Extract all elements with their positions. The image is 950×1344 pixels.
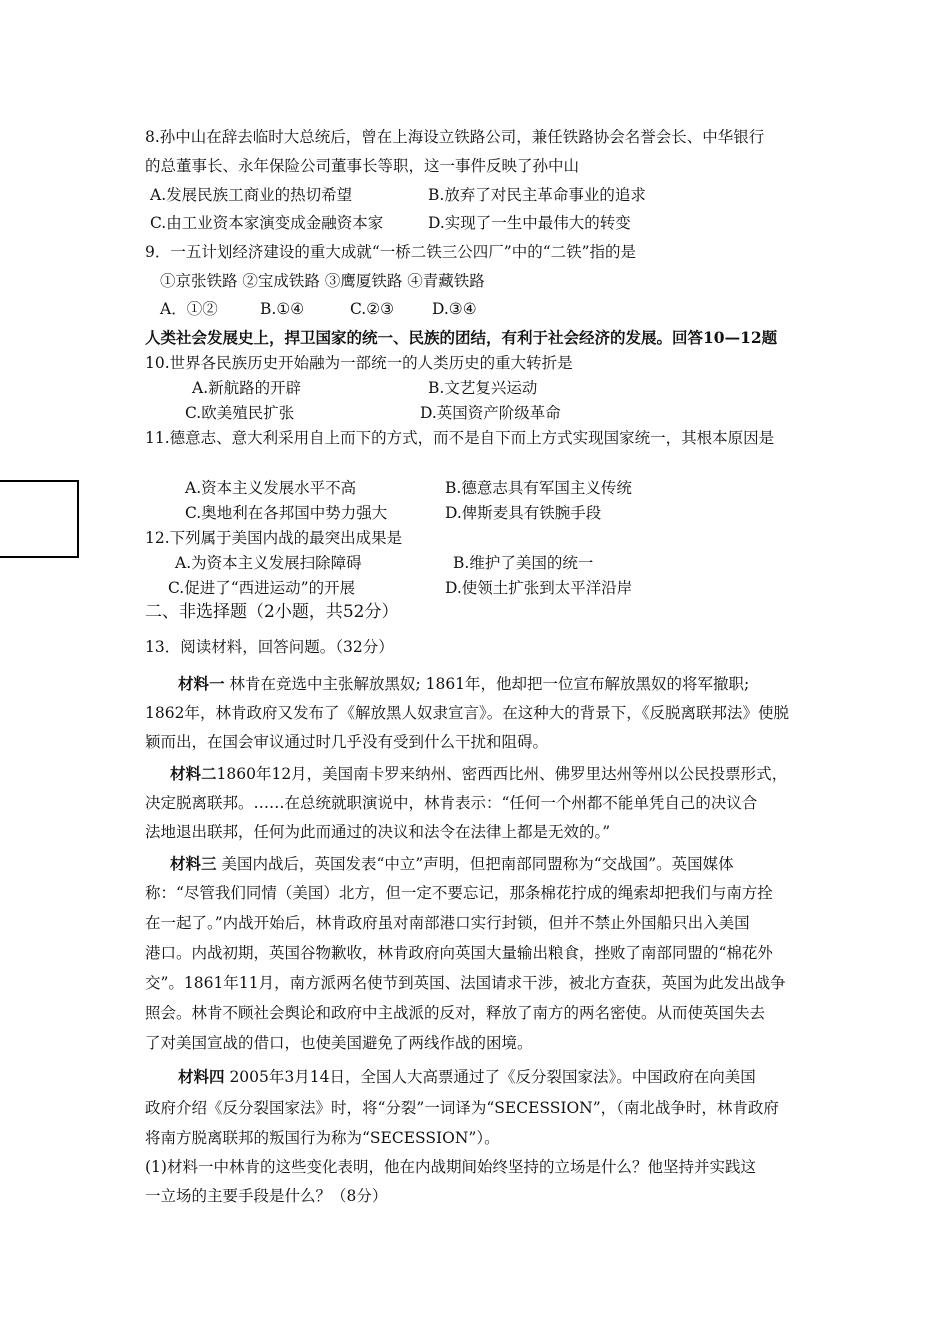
q11-stem: 11.德意志、意大利采用自上而下的方式，而不是自下而上方式实现国家统一，其根本原因是: [145, 429, 775, 447]
q10-option-d: D.英国资产阶级革命: [420, 404, 561, 422]
q8-option-b: B.放弃了对民主革命事业的追求: [428, 186, 646, 204]
material-4-text: 2005年3月14日，全国人大高票通过了《反分裂国家法》。中国政府在向美国: [224, 1068, 756, 1086]
material-2-line2: 决定脱离联邦。……在总统就职演说中，林肯表示：“任何一个州都不能单凭自己的决议合: [145, 794, 758, 812]
material-3-line6: 照会。林肯不顾社会舆论和政府中主战派的反对，释放了南方的两名密使。从而使英国失去: [145, 1004, 766, 1022]
q11-option-b: B.德意志具有军国主义传统: [445, 479, 632, 497]
q8-option-d: D.实现了一生中最伟大的转变: [428, 214, 631, 232]
material-4-line1: [178, 1066, 756, 1088]
material-3-line7: 了对美国宣战的借口，也使美国避免了两线作战的困境。: [145, 1034, 533, 1052]
material-3-line1: [170, 853, 734, 875]
material-3-text: 美国内战后，英国发表“中立”声明，但把南部同盟称为“交战国”。英国媒体: [216, 855, 734, 873]
section-intro: 人类社会发展史上，捍卫国家的统一、民族的团结，有利于社会经济的发展。回答10—12题: [145, 328, 778, 347]
material-3-label: 材料三: [170, 854, 217, 873]
q9-option-c: C.②③: [350, 300, 395, 318]
material-2-text: 1860年12月，美国南卡罗来纳州、密西西比州、佛罗里达州等州以公民投票形式，: [216, 765, 788, 783]
material-1-text: 林肯在竞选中主张解放黑奴; 1861年，他却把一位宣布解放黑奴的将军撤职;: [224, 675, 750, 693]
material-1-label: 材料一: [178, 674, 225, 693]
material-2-label: 材料二: [170, 764, 217, 783]
q9-option-d: D.③④: [432, 300, 477, 318]
material-3-line4: 港口。内战初期，英国谷物歉收，林肯政府向英国大量输出粮食，挫败了南部同盟的“棉花外: [145, 944, 773, 962]
material-4-label: 材料四: [178, 1067, 225, 1086]
q9-stem: 9．一五计划经济建设的重大成就“一桥二铁三公四厂”中的“二铁”指的是: [145, 243, 637, 261]
q10-option-b: B.文艺复兴运动: [428, 379, 538, 397]
sub-question-1-line2: 一立场的主要手段是什么？（8分）: [145, 1187, 388, 1205]
q8-stem-line2: 的总董事长、永年保险公司董事长等职，这一事件反映了孙中山: [145, 157, 580, 175]
q8-stem-line1: 8.孙中山在辞去临时大总统后，曾在上海设立铁路公司，兼任铁路协会名誉会长、中华银行: [145, 128, 765, 146]
q8-option-a: A.发展民族工商业的热切希望: [150, 186, 353, 204]
q11-option-d: D.俾斯麦具有铁腕手段: [445, 504, 602, 522]
material-1-line2: 1862年，林肯政府又发布了《解放黑人奴隶宣言》。在这种大的背景下，《反脱离联邦法》使脱: [145, 704, 789, 722]
q11-option-c: C.奥地利在各邦国中势力强大: [185, 504, 388, 522]
q10-option-c: C.欧美殖民扩张: [185, 404, 295, 422]
material-1-line3: 颖而出，在国会审议通过时几乎没有受到什么干扰和阻碍。: [145, 733, 549, 751]
q12-option-c: C.促进了“西进运动”的开展: [168, 579, 356, 597]
material-4-line2: 政府介绍《反分裂国家法》时，将“分裂”一词译为“SECESSION”，（南北战争时，林肯政府: [145, 1099, 779, 1117]
score-box: [0, 480, 79, 558]
part2-title: 二、非选择题（2小题，共52分）: [145, 602, 399, 622]
q12-option-b: B.维护了美国的统一: [453, 554, 594, 572]
q12-stem: 12.下列属于美国内战的最突出成果是: [145, 529, 403, 547]
material-1-line1: [178, 673, 749, 695]
q12-option-d: D.使领土扩张到太平洋沿岸: [445, 579, 633, 597]
material-3-line2: 称：“尽管我们同情（美国）北方，但一定不要忘记，那条棉花拧成的绳索却把我们与南方拴: [145, 884, 773, 902]
q9-option-a: A．①②: [160, 300, 218, 318]
material-3-line3: 在一起了。”内战开始后，林肯政府虽对南部港口实行封锁，但并不禁止外国船只出入美国: [145, 914, 750, 932]
q11-option-a: A.资本主义发展水平不高: [185, 479, 357, 497]
q9-option-b: B.①④: [260, 300, 305, 318]
material-3-line5: 交”。1861年11月，南方派两名使节到英国、法国请求干涉，被北方查获，英国为此发出战争: [145, 974, 786, 992]
q8-option-c: C.由工业资本家演变成金融资本家: [150, 214, 384, 232]
sub-question-1-line1: (1)材料一中林肯的这些变化表明，他在内战期间始终坚持的立场是什么？他坚持并实践这: [145, 1158, 756, 1176]
material-4-line3: 将南方脱离联邦的叛国行为称为“SECESSION”）。: [145, 1129, 500, 1147]
material-2-line3: 法地退出联邦，任何为此而通过的决议和法令在法律上都是无效的。”: [145, 823, 611, 841]
q13-stem: 13．阅读材料，回答问题。（32分）: [145, 638, 394, 656]
q12-option-a: A.为资本主义发展扫除障碍: [175, 554, 362, 572]
material-2-line1: [170, 763, 787, 785]
q9-items: ①京张铁路 ②宝成铁路 ③鹰厦铁路 ④青藏铁路: [160, 272, 485, 290]
q10-stem: 10.世界各民族历史开始融为一部统一的人类历史的重大转折是: [145, 354, 573, 372]
q10-option-a: A.新航路的开辟: [192, 379, 302, 397]
